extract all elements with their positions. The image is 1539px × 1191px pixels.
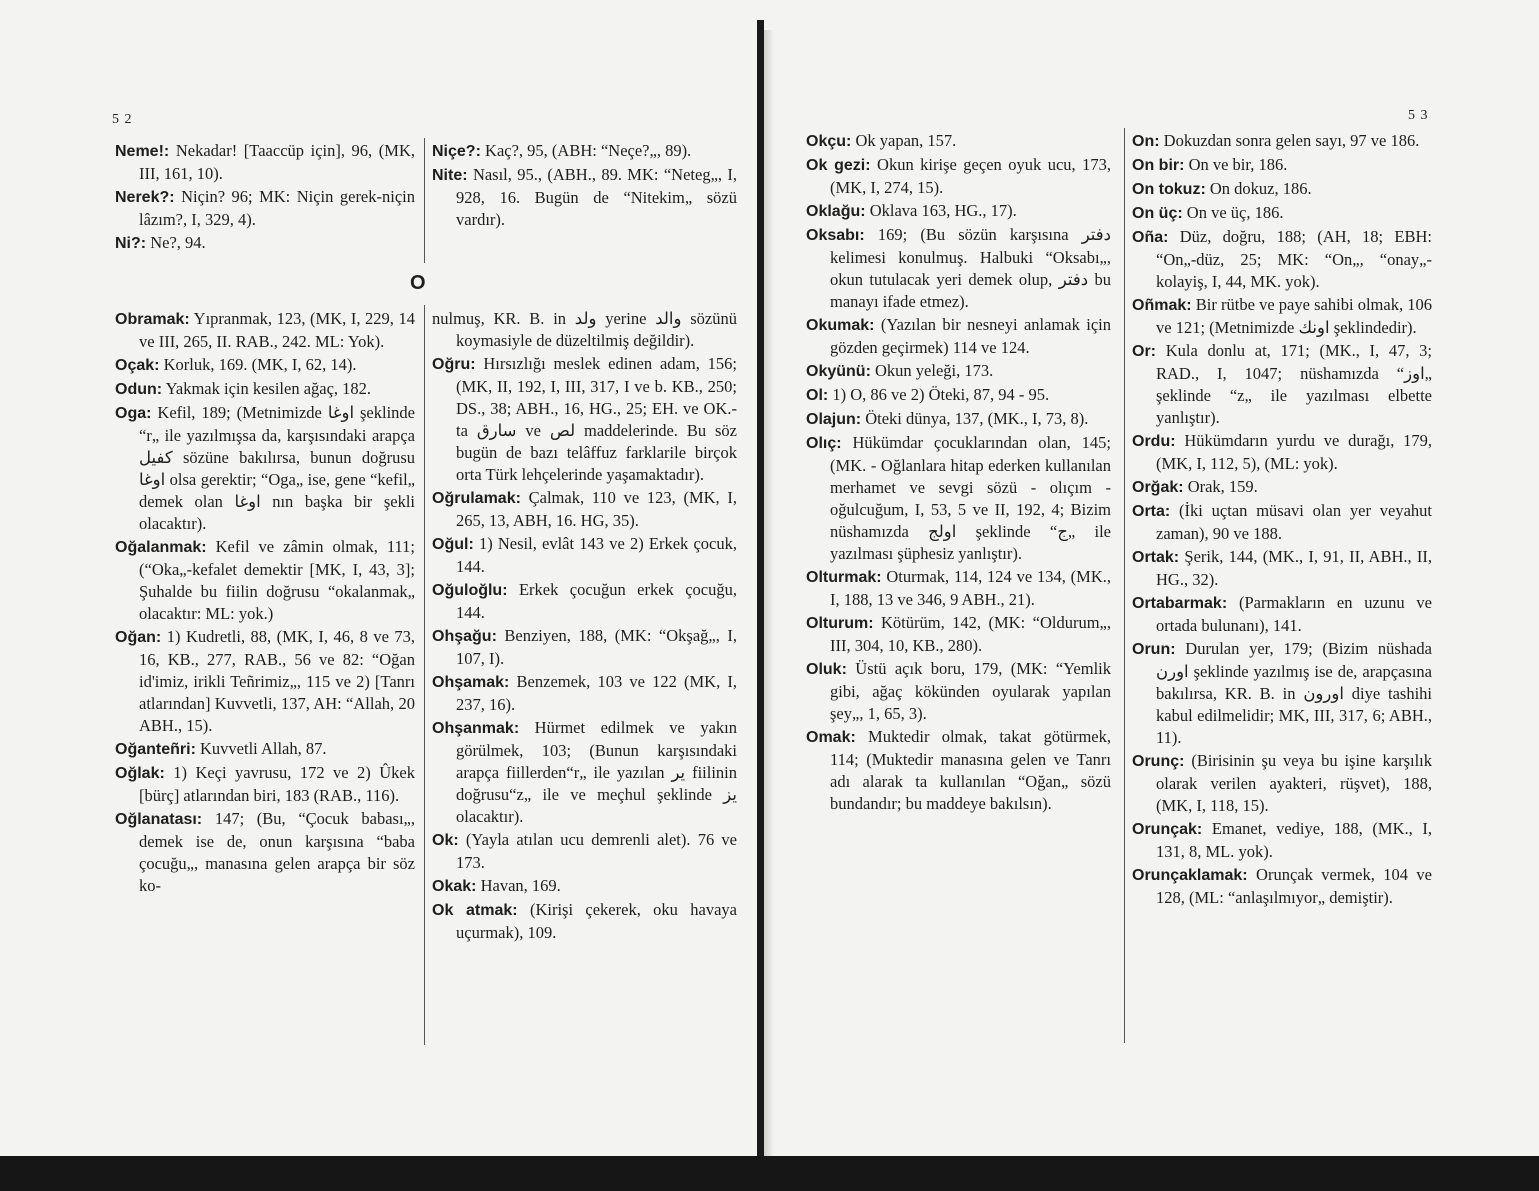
dictionary-entry (432, 487, 737, 532)
entry-definition: Niçin? 96; MK: Niçin gerek-niçin lâzım?, I, 329, 4). (139, 187, 415, 229)
dictionary-entry (432, 899, 737, 944)
entry-headword: Okak: (432, 878, 477, 895)
dictionary-entry (432, 829, 737, 874)
entry-definition: On dokuz, 186. (1209, 179, 1312, 198)
dictionary-entry (115, 140, 415, 185)
dictionary-entry (1132, 864, 1432, 909)
dictionary-entry (1132, 592, 1432, 637)
entry-definition: Okun kirişe geçen oyuk ucu, 173, (MK, I, 274, 15). (830, 155, 1111, 197)
entry-definition: Erkek çocuğun erkek çocuğu, 144. (456, 580, 737, 622)
dictionary-entry (1132, 130, 1432, 153)
dictionary-entry (806, 612, 1111, 657)
entry-definition: 1) Keçi yavrusu, 172 ve 2) Ûkek [bürç] atlarından biri, 183 (RAB., 116). (139, 763, 415, 805)
entry-definition: Muktedir olmak, takat götürmek, 114; (Muktedir manasına gelen ve Tanrı adı alarak ta kullanılan “Oğan„ sözü bundandır; bu maddeye bakılsın). (830, 727, 1111, 813)
dictionary-entry (432, 671, 737, 716)
entry-headword: Orunçaklamak: (1132, 867, 1248, 884)
dictionary-entry (1132, 638, 1432, 749)
dictionary-entry (115, 186, 415, 231)
entry-headword: Orunç: (1132, 753, 1185, 770)
entry-definition: Şerik, 144, (MK., I, 91, II, ABH., II, HG., 32). (1156, 547, 1433, 589)
entry-headword: Nerek?: (115, 189, 175, 206)
entry-definition: Yakmak için kesilen ağaç, 182. (165, 379, 372, 398)
dictionary-entry (806, 432, 1111, 565)
entry-definition: Hükümdarın yurdu ve durağı, 179, (MK, I, 112, 5), (ML: yok). (1156, 431, 1432, 473)
entry-headword: Oğan: (115, 629, 162, 646)
entry-headword: On: (1132, 133, 1160, 150)
entry-headword: Okçu: (806, 133, 852, 150)
entry-definition: Ne?, 94. (150, 233, 206, 252)
dictionary-entry (806, 360, 1111, 383)
entry-definition: Kefil, 189; (Metnimizde اوغا şeklinde “r„ ile yazılmışsa da, karşısındaki arapça كفيل sözüne bakılırsa, bunun doğrusu اوغا olsa gerektir; “Oga„ ise, gene “kefil„ demek olan اوغا nın başka bir şekli olacaktır). (139, 403, 415, 533)
entry-definition: (Yazılan bir nesneyi anlamak için gözden geçirmek) 114 ve 124. (830, 315, 1111, 357)
entry-headword: Oña: (1132, 229, 1169, 246)
entry-headword: Niçe?: (432, 143, 481, 160)
entry-headword: Olajun: (806, 411, 862, 428)
dictionary-entry (1132, 340, 1432, 429)
dictionary-entry (115, 738, 415, 761)
entry-headword: Oğru: (432, 356, 476, 373)
dictionary-entry (806, 130, 1111, 153)
entry-headword: Orğak: (1132, 479, 1184, 496)
entry-definition: Hürmet edilmek ve yakın görülmek, 103; (Bunun karşısındaki arapça fiillerden“r„ ile yazılan ير fiilinin doğrusu“z„ ile ve meçhul şeklinde يز olacaktır). (456, 718, 737, 826)
scan-bottom-edge (0, 1156, 1539, 1191)
entry-definition: Emanet, vediye, 188, (MK., I, 131, 8, ML. yok). (1156, 819, 1433, 861)
left-top-column (115, 140, 415, 256)
dictionary-entry (115, 402, 415, 535)
dictionary-entry (806, 726, 1111, 815)
entry-headword: Okumak: (806, 317, 875, 334)
entry-definition: Kuvvetli Allah, 87. (200, 739, 327, 758)
entry-headword: Ok atmak: (432, 902, 518, 919)
entry-headword: Oğuloğlu: (432, 582, 508, 599)
entry-definition: Orak, 159. (1187, 477, 1258, 496)
entry-headword: Orta: (1132, 503, 1171, 520)
entry-headword: On bir: (1132, 157, 1185, 174)
entry-definition: (İki uçtan müsavi olan yer veyahut zaman), 90 ve 188. (1156, 501, 1432, 543)
entry-headword: Ohşağu: (432, 628, 497, 645)
dictionary-entry (432, 308, 737, 352)
entry-headword: Ol: (806, 387, 829, 404)
entry-headword: Oğlanatası: (115, 811, 203, 828)
column-rule-main (424, 305, 425, 1045)
entry-headword: Oğlak: (115, 765, 165, 782)
dictionary-entry (1132, 500, 1432, 545)
entry-headword: Ohşanmak: (432, 720, 520, 737)
entry-headword: On tokuz: (1132, 181, 1206, 198)
left-main-column (115, 308, 415, 898)
entry-headword: Oğalanmak: (115, 539, 207, 556)
entry-definition: Düz, doğru, 188; (AH, 18; EBH: “On„-düz, 25; MK: “On„, “onay„-kolayiş, I, 44, MK. yok). (1156, 227, 1432, 291)
entry-headword: Omak: (806, 729, 856, 746)
dictionary-entry (806, 408, 1111, 431)
dictionary-entry (115, 378, 415, 401)
dictionary-entry (1132, 818, 1432, 863)
entry-headword: Or: (1132, 343, 1156, 360)
entry-headword: Neme!: (115, 143, 170, 160)
dictionary-entry (1132, 154, 1432, 177)
entry-headword: Obramak: (115, 311, 190, 328)
entry-headword: Ohşamak: (432, 674, 510, 691)
dictionary-entry (115, 354, 415, 377)
entry-headword: Oluk: (806, 661, 847, 678)
dictionary-entry (806, 200, 1111, 223)
entry-headword: Ok: (432, 832, 459, 849)
dictionary-entry (806, 566, 1111, 611)
entry-definition: Hırsızlığı meslek edinen adam, 156; (MK, II, 192, I, III, 317, I ve b. KB., 250; DS., 38; ABH., 16, HG., 25; EH. ve OK.-ta سارق ve لص maddelerinde. Bu söz bugün de bazı telâffuz farklarile birçok orta Türk lehçelerinde yaşamaktadır). (456, 354, 738, 484)
entry-headword: Ortabarmak: (1132, 595, 1228, 612)
spine-shadow (764, 30, 774, 1180)
dictionary-entry (1132, 178, 1432, 201)
entry-definition: Oklava 163, HG., 17). (869, 201, 1017, 220)
entry-headword: Oklağu: (806, 203, 866, 220)
book-spine (757, 20, 764, 1191)
entry-definition: Durulan yer, 179; (Bizim nüshada اورن şeklinde yazılmış ise de, arapçasına bakılırsa, KR. B. in اورون diye tashihi kabul edilmelidir; MK, III, 317, 6; ABH., 11). (1156, 639, 1433, 747)
entry-definition: 169; (Bu sözün karşısına دفتر kelimesi konulmuş. Halbuki “Oksabı„, okun tutulacak yeri demek olup, دفتر bu manayı ifade etmez). (830, 225, 1112, 311)
entry-definition: nulmuş, KR. B. in ولد yerine والد sözünü koymasiyle de düzeltilmiş değildir). (432, 309, 737, 350)
dictionary-entry (432, 353, 737, 486)
dictionary-entry (1132, 476, 1432, 499)
dictionary-entry (115, 626, 415, 737)
dictionary-entry (115, 762, 415, 807)
entry-definition: Benzemek, 103 ve 122 (MK, I, 237, 16). (456, 672, 737, 714)
dictionary-entry (1132, 294, 1432, 339)
dictionary-entry (432, 164, 737, 231)
page-number-right: 5 3 (1408, 108, 1429, 123)
dictionary-entry (806, 658, 1111, 725)
entry-definition: Nasıl, 95., (ABH., 89. MK: “Neteg„, I, 928, 16. Bugün de “Nitekim„ sözü vardır). (456, 165, 738, 229)
entry-definition: Kefil ve zâmin olmak, 111; (“Oka„-kefalet demektir [MK, I, 43, 3]; Şuhalde bu fiilin doğrusu “okalanmak„ olacaktır: ML: yok.) (139, 537, 415, 623)
entry-definition: Dokuzdan sonra gelen sayı, 97 ve 186. (1163, 131, 1420, 150)
entry-definition: Bir rütbe ve paye sahibi olmak, 106 ve 121; (Metnimizde اونك şeklindedir). (1156, 295, 1432, 337)
entry-headword: Oga: (115, 405, 152, 422)
dictionary-entry (1132, 226, 1432, 293)
dictionary-entry (432, 579, 737, 624)
dictionary-entry (115, 536, 415, 625)
entry-headword: Ordu: (1132, 433, 1176, 450)
dictionary-entry (115, 308, 415, 353)
entry-headword: Orunçak: (1132, 821, 1203, 838)
entry-definition: Ok yapan, 157. (855, 131, 957, 150)
page53-left-column (806, 130, 1111, 816)
dictionary-entry (806, 154, 1111, 199)
dictionary-entry (115, 808, 415, 897)
entry-headword: Oğrulamak: (432, 490, 521, 507)
entry-headword: Odun: (115, 381, 163, 398)
entry-headword: Nite: (432, 167, 468, 184)
entry-headword: Olturmak: (806, 569, 882, 586)
entry-headword: Ni?: (115, 235, 147, 252)
entry-headword: Okyünü: (806, 363, 871, 380)
dictionary-entry (806, 224, 1111, 313)
entry-definition: Çalmak, 110 ve 123, (MK, I, 265, 13, ABH, 16. HG, 35). (456, 488, 737, 530)
entry-definition: On ve bir, 186. (1188, 155, 1288, 174)
entry-headword: Olturum: (806, 615, 874, 632)
dictionary-entry (432, 875, 737, 898)
entry-headword: Oksabı: (806, 227, 865, 244)
entry-definition: 1) O, 86 ve 2) Öteki, 87, 94 - 95. (832, 385, 1050, 404)
dictionary-entry (432, 625, 737, 670)
entry-headword: Oçak: (115, 357, 160, 374)
column-rule-top (424, 138, 425, 263)
entry-definition: Kaç?, 95, (ABH: “Neçe?„, 89). (485, 141, 692, 160)
entry-headword: Oğanteñri: (115, 741, 196, 758)
dictionary-entry (115, 232, 415, 255)
entry-definition: Öteki dünya, 137, (MK., I, 73, 8). (865, 409, 1089, 428)
entry-definition: Havan, 169. (480, 876, 561, 895)
section-letter: O (410, 272, 426, 294)
page53-column-rule (1124, 128, 1125, 1043)
entry-definition: Benziyen, 188, (MK: “Okşağ„, I, 107, I). (456, 626, 737, 668)
dictionary-entry (806, 314, 1111, 359)
dictionary-entry (1132, 202, 1432, 225)
entry-headword: Ok gezi: (806, 157, 871, 174)
entry-headword: Olıç: (806, 435, 842, 452)
entry-definition: 1) Nesil, evlât 143 ve 2) Erkek çocuk, 144. (456, 534, 737, 576)
entry-headword: Oğul: (432, 536, 474, 553)
entry-definition: Nekadar! [Taaccüp için], 96, (MK, III, 161, 10). (139, 141, 415, 183)
entry-definition: Üstü açık boru, 179, (MK: “Yemlik gibi, ağaç kökünden oyularak yapılan şey„, 1, 65, 3). (830, 659, 1112, 723)
entry-headword: On üç: (1132, 205, 1183, 222)
dictionary-entry (1132, 430, 1432, 475)
right-main-column (432, 308, 737, 945)
entry-definition: Korluk, 169. (MK, I, 62, 14). (163, 355, 357, 374)
entry-definition: Kötürüm, 142, (MK: “Oldurum„, III, 304, 10, KB., 280). (830, 613, 1111, 655)
entry-headword: Orun: (1132, 641, 1176, 658)
entry-headword: Oñmak: (1132, 297, 1192, 314)
dictionary-entry (806, 384, 1111, 407)
entry-definition: Orunçak vermek, 104 ve 128, (ML: “anlaşılmıyor„ demiştir). (1156, 865, 1433, 907)
entry-definition: 147; (Bu, “Çocuk babası„, demek ise de, onun karşısına “baba çocuğu„, manasına gelen arapça bir söz ko- (139, 809, 416, 895)
dictionary-entry (1132, 546, 1432, 591)
entry-definition: 1) Kudretli, 88, (MK, I, 46, 8 ve 73, 16, KB., 277, RAB., 56 ve 82: “Oğan id'imiz, irikli Teñrimiz„, 115 ve 2) [Tanrı atlarından] Kuvvetli, 137, AH: “Allah, 20 ABH., 15). (139, 627, 416, 735)
dictionary-entry (432, 533, 737, 578)
entry-definition: Oturmak, 114, 124 ve 134, (MK., I, 188, 13 ve 346, 9 ABH., 21). (830, 567, 1111, 609)
entry-definition: (Yayla atılan ucu demrenli alet). 76 ve 173. (456, 830, 738, 872)
dictionary-entry (432, 140, 737, 163)
dictionary-entry (1132, 750, 1432, 817)
entry-definition: Okun yeleği, 173. (875, 361, 994, 380)
entry-definition: Kula donlu at, 171; (MK., I, 47, 3; RAD., I, 1047; nüshamızda “اوز„ şeklinde “z„ ile yazılması elbette yanlıştır). (1156, 341, 1433, 427)
entry-definition: Yıpranmak, 123, (MK, I, 229, 14 ve III, 265, II. RAB., 242. ML: Yok). (139, 309, 415, 351)
entry-definition: Hükümdar çocuklarından olan, 145; (MK. - Oğlanlara hitap ederken kullanılan merhamet ve sevgi sözü - olıçım - oğulcuğum, I, 53, 5 ve II, 192, 4; Bizim nüshamızda اولج şeklinde “ج„ ile yazılması şüphesiz yanlıştır). (830, 433, 1111, 563)
dictionary-entry (432, 717, 737, 828)
entry-definition: On ve üç, 186. (1186, 203, 1284, 222)
entry-definition: (Birisinin şu veya bu işine karşılık olarak verilen ayakteri, rüşvet), 188, (MK, I, 118, 15). (1156, 751, 1432, 815)
entry-definition: (Kirişi çekerek, oku havaya uçurmak), 109. (456, 900, 738, 942)
page-number-left: 5 2 (112, 112, 133, 127)
page53-right-column (1132, 130, 1432, 910)
entry-headword: Ortak: (1132, 549, 1180, 566)
right-top-column (432, 140, 737, 232)
entry-definition: (Parmakların en uzunu ve ortada bulunanı), 141. (1156, 593, 1432, 635)
